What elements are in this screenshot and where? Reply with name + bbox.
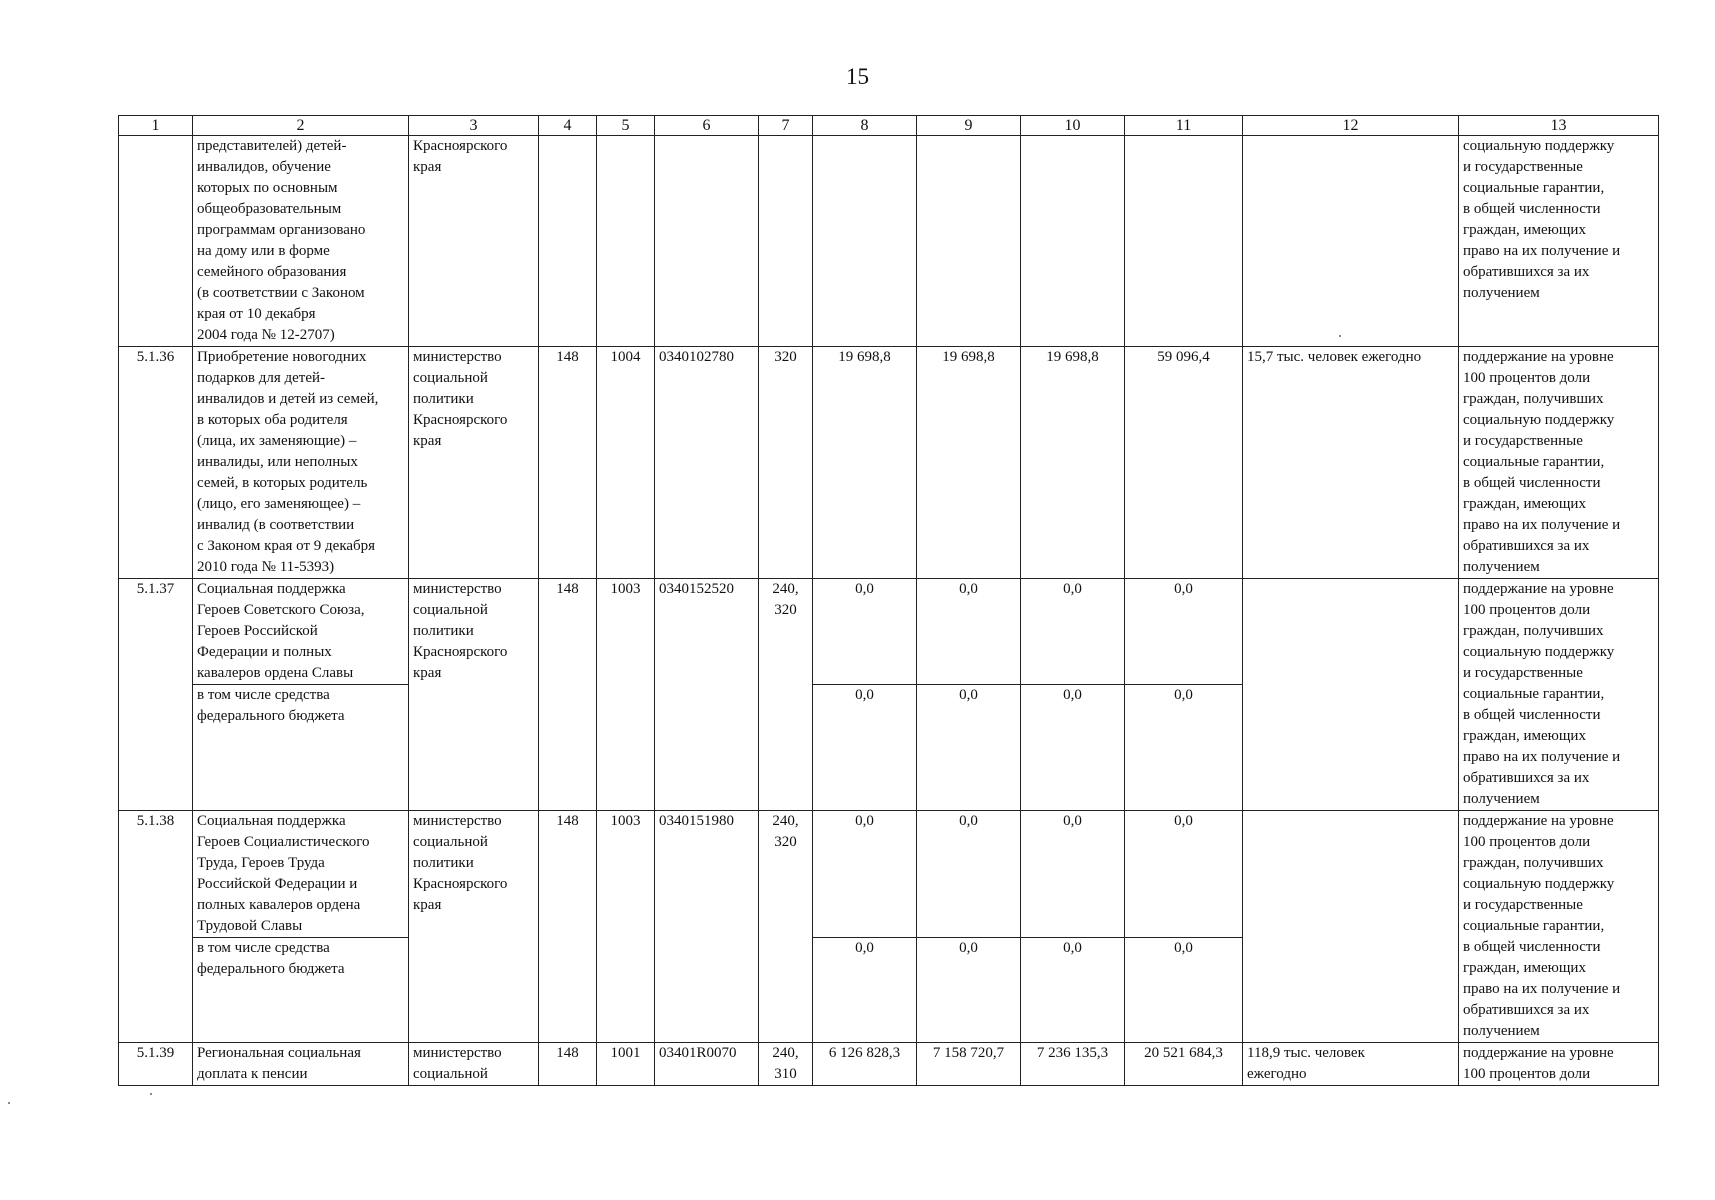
target-article-cell: 0340151980: [655, 811, 759, 1043]
federal-budget-label: в том числе средства федерального бюджета: [193, 938, 409, 1043]
ministry-cell: Красноярского края: [409, 136, 539, 347]
indicator-cell: поддержание на уровне 100 процентов доли граждан, получивших социальную поддержку и государственные социальные гарантии, в общей численности граждан, имеющих право на их получение и обратившихся за их получением: [1459, 579, 1659, 811]
target-article-cell: 03401R0070: [655, 1043, 759, 1086]
ministry-cell: министерство социальной политики Красноярского края: [409, 811, 539, 1043]
expected-result-cell: [1243, 579, 1459, 811]
amount-total-cell: 59 096,4: [1125, 347, 1243, 579]
column-header: 6: [655, 116, 759, 136]
federal-year3-cell: 0,0: [1021, 938, 1125, 1043]
empty-cell: [1125, 136, 1243, 347]
program-activities-table: [118, 115, 1659, 1086]
activity-name-cell: Социальная поддержка Героев Советского Союза, Героев Российской Федерации и полных кавалеров ордена Славы: [193, 579, 409, 685]
activity-name-cell: Региональная социальная доплата к пенсии: [193, 1043, 409, 1086]
column-header: 2: [193, 116, 409, 136]
indicator-cell: поддержание на уровне 100 процентов доли граждан, получивших социальную поддержку и государственные социальные гарантии, в общей численности граждан, имеющих право на их получение и обратившихся за их получением: [1459, 811, 1659, 1043]
section-code-cell: 1003: [597, 579, 655, 811]
activity-name-cell: представителей) детей- инвалидов, обучение которых по основным общеобразовательным программам организовано на дому или в форме семейного образования (в соответствии с Законом края от 10 декабря 2004 года № 12-2707): [193, 136, 409, 347]
empty-cell: [1021, 136, 1125, 347]
amount-year3-cell: 19 698,8: [1021, 347, 1125, 579]
column-header: 8: [813, 116, 917, 136]
empty-cell: [917, 136, 1021, 347]
scan-speck: [8, 1102, 10, 1104]
federal-year1-cell: 0,0: [813, 938, 917, 1043]
ministry-cell: министерство социальной политики Красноярского края: [409, 347, 539, 579]
row-number-cell: 5.1.36: [119, 347, 193, 579]
table-row: [119, 811, 1659, 938]
empty-cell: [1243, 136, 1459, 347]
federal-total-cell: 0,0: [1125, 685, 1243, 811]
section-code-cell: 1001: [597, 1043, 655, 1086]
column-header: 11: [1125, 116, 1243, 136]
column-header: 1: [119, 116, 193, 136]
indicator-cell: поддержание на уровне 100 процентов доли граждан, получивших социальную поддержку и государственные социальные гарантии, в общей численности граждан, имеющих право на их получение и обратившихся за их получением: [1459, 347, 1659, 579]
ministry-cell: министерство социальной политики Красноярского края: [409, 579, 539, 811]
expected-result-cell: 15,7 тыс. человек ежегодно: [1243, 347, 1459, 579]
column-header: 4: [539, 116, 597, 136]
amount-year1-cell: 19 698,8: [813, 347, 917, 579]
amount-total-cell: 0,0: [1125, 579, 1243, 685]
federal-total-cell: 0,0: [1125, 938, 1243, 1043]
federal-year1-cell: 0,0: [813, 685, 917, 811]
row-number-cell: 5.1.39: [119, 1043, 193, 1086]
table-row: [119, 347, 1659, 579]
row-number-cell: [119, 136, 193, 347]
empty-cell: [759, 136, 813, 347]
empty-cell: [597, 136, 655, 347]
empty-cell: [813, 136, 917, 347]
column-header: 7: [759, 116, 813, 136]
empty-cell: [655, 136, 759, 347]
scan-speck: [1339, 335, 1341, 337]
table-row: [119, 1043, 1659, 1086]
gr-code-cell: 148: [539, 1043, 597, 1086]
amount-year3-cell: 0,0: [1021, 579, 1125, 685]
section-code-cell: 1004: [597, 347, 655, 579]
amount-year3-cell: 7 236 135,3: [1021, 1043, 1125, 1086]
amount-year3-cell: 0,0: [1021, 811, 1125, 938]
target-article-cell: 0340102780: [655, 347, 759, 579]
column-header: 10: [1021, 116, 1125, 136]
activity-name-cell: Социальная поддержка Героев Социалистического Труда, Героев Труда Российской Федерации и полных кавалеров ордена Трудовой Славы: [193, 811, 409, 938]
column-header: 9: [917, 116, 1021, 136]
scan-speck: [150, 1093, 152, 1095]
column-header: 13: [1459, 116, 1659, 136]
expense-type-cell: 240, 320: [759, 579, 813, 811]
table-row-continuation: [119, 136, 1659, 347]
empty-cell: [539, 136, 597, 347]
gr-code-cell: 148: [539, 811, 597, 1043]
row-number-cell: 5.1.38: [119, 811, 193, 1043]
column-header: 5: [597, 116, 655, 136]
amount-year1-cell: 0,0: [813, 579, 917, 685]
expense-type-cell: 320: [759, 347, 813, 579]
federal-budget-label: в том числе средства федерального бюджета: [193, 685, 409, 811]
section-code-cell: 1003: [597, 811, 655, 1043]
row-number-cell: 5.1.37: [119, 579, 193, 811]
federal-year3-cell: 0,0: [1021, 685, 1125, 811]
amount-year2-cell: 19 698,8: [917, 347, 1021, 579]
expected-result-cell: 118,9 тыс. человек ежегодно: [1243, 1043, 1459, 1086]
activity-name-cell: Приобретение новогодних подарков для детей- инвалидов и детей из семей, в которых оба родителя (лица, их заменяющие) – инвалиды, или неполных семей, в которых родитель (лицо, его заменяющее) – инвалид (в соответствии с Законом края от 9 декабря 2010 года № 11-5393): [193, 347, 409, 579]
amount-year2-cell: 0,0: [917, 811, 1021, 938]
expected-result-cell: [1243, 811, 1459, 1043]
target-article-cell: 0340152520: [655, 579, 759, 811]
amount-year1-cell: 6 126 828,3: [813, 1043, 917, 1086]
amount-year2-cell: 0,0: [917, 579, 1021, 685]
column-number-row: [119, 116, 1659, 136]
gr-code-cell: 148: [539, 579, 597, 811]
indicator-cell: поддержание на уровне 100 процентов доли: [1459, 1043, 1659, 1086]
ministry-cell: министерство социальной: [409, 1043, 539, 1086]
federal-year2-cell: 0,0: [917, 938, 1021, 1043]
page-number: 15: [846, 64, 869, 89]
amount-total-cell: 0,0: [1125, 811, 1243, 938]
amount-total-cell: 20 521 684,3: [1125, 1043, 1243, 1086]
amount-year1-cell: 0,0: [813, 811, 917, 938]
gr-code-cell: 148: [539, 347, 597, 579]
expense-type-cell: 240, 320: [759, 811, 813, 1043]
amount-year2-cell: 7 158 720,7: [917, 1043, 1021, 1086]
result-cell: социальную поддержку и государственные социальные гарантии, в общей численности граждан, имеющих право на их получение и обратившихся за их получением: [1459, 136, 1659, 347]
column-header: 3: [409, 116, 539, 136]
column-header: 12: [1243, 116, 1459, 136]
federal-year2-cell: 0,0: [917, 685, 1021, 811]
expense-type-cell: 240, 310: [759, 1043, 813, 1086]
table-row: [119, 579, 1659, 685]
